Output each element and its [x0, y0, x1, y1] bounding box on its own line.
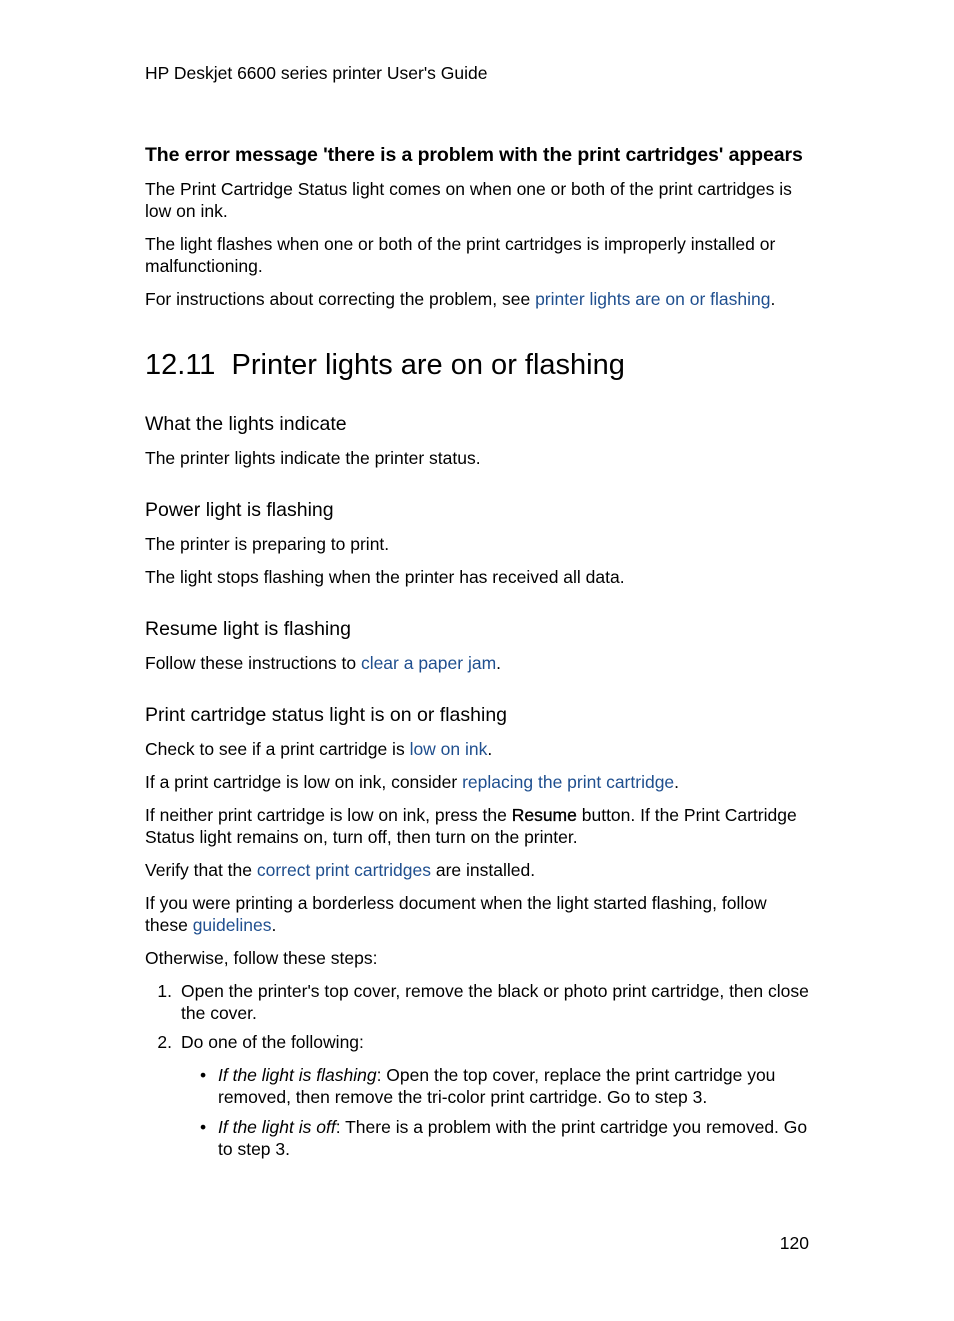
cartridge-p1-suffix: .	[487, 739, 493, 759]
resume-light-heading: Resume light is flashing	[145, 618, 351, 640]
resume-light-paragraph	[145, 652, 813, 674]
list-item	[200, 1064, 813, 1108]
error-p3-prefix: For instructions about correcting the problem, see	[145, 289, 536, 309]
printer-lights-link[interactable]: printer lights are on or flashing	[535, 289, 771, 309]
page-header: HP Deskjet 6600 series printer User's Guide	[145, 63, 488, 83]
list-item	[157, 1031, 813, 1053]
bullet-text: : Open the top cover, replace the print cartridge you removed, then remove the tri-color print cartridge. Go to step 3.	[218, 1065, 776, 1107]
clear-paper-jam-link[interactable]: clear a paper jam	[360, 653, 497, 673]
resume-p1-suffix: .	[496, 653, 502, 673]
list-item	[157, 980, 813, 1024]
chapter-title	[145, 348, 813, 382]
cartridge-p1-prefix: Check to see if a print cartridge is	[145, 739, 410, 759]
error-section-heading: The error message 'there is a problem with the print cartridges' appears	[145, 144, 803, 166]
step-text: Open the printer's top cover, remove the black or photo print cartridge, then close the cover.	[181, 981, 809, 1023]
cartridge-paragraph-4	[145, 859, 813, 881]
cartridge-paragraph-5	[145, 892, 813, 936]
power-light-paragraph-1: The printer is preparing to print.	[145, 534, 390, 554]
error-p3-suffix: .	[770, 289, 776, 309]
low-on-ink-link[interactable]: low on ink	[409, 739, 488, 759]
cartridge-p5-prefix: If you were printing a borderless document when the light started flashing, follow these	[145, 893, 767, 935]
bullet-label: If the light is flashing	[218, 1065, 377, 1085]
cartridge-p4-prefix: Verify that the	[145, 860, 257, 880]
bullet-mark: •	[200, 1117, 207, 1137]
cartridge-paragraph-2	[145, 771, 813, 793]
cartridge-paragraph-6: Otherwise, follow these steps:	[145, 948, 378, 968]
page-number: 120	[779, 1233, 809, 1253]
cartridge-p2-prefix: If a print cartridge is low on ink, consider	[145, 772, 463, 792]
error-paragraph-1: The Print Cartridge Status light comes on when one or both of the print cartridges is low on ink.	[145, 179, 792, 221]
what-lights-paragraph: The printer lights indicate the printer status.	[145, 448, 481, 468]
step-number: 2.	[157, 1032, 172, 1052]
step-text: Do one of the following:	[181, 1032, 364, 1052]
bullet-text: : There is a problem with the print cartridge you removed. Go to step 3.	[218, 1117, 808, 1159]
chapter-number: 12.11	[145, 349, 216, 381]
step-number: 1.	[157, 981, 172, 1001]
replacing-cartridge-link[interactable]: replacing the print cartridge	[462, 772, 675, 792]
list-item	[200, 1116, 813, 1160]
cartridge-paragraph-3	[145, 804, 813, 848]
error-paragraph-3	[145, 288, 813, 310]
cartridge-p5-suffix: .	[271, 915, 277, 935]
power-light-heading: Power light is flashing	[145, 499, 334, 521]
cartridge-paragraph-1	[145, 738, 813, 760]
cartridge-p4-suffix: are installed.	[430, 860, 536, 880]
guidelines-link[interactable]: guidelines	[192, 915, 272, 935]
bullet-mark: •	[200, 1065, 207, 1085]
chapter-title-text: Printer lights are on or flashing	[231, 349, 625, 381]
resume-button-label: Resume	[511, 805, 577, 825]
correct-cartridges-link[interactable]: correct print cartridges	[256, 860, 431, 880]
error-paragraph-2: The light flashes when one or both of the print cartridges is improperly installed or malfunctioning.	[145, 234, 776, 276]
cartridge-p3-prefix: If neither print cartridge is low on ink, press the	[145, 805, 512, 825]
resume-p1-prefix: Follow these instructions to	[145, 653, 361, 673]
what-lights-heading: What the lights indicate	[145, 413, 347, 435]
bullet-label: If the light is off	[218, 1117, 336, 1137]
cartridge-light-heading: Print cartridge status light is on or flashing	[145, 704, 508, 726]
cartridge-p2-suffix: .	[674, 772, 680, 792]
power-light-paragraph-2: The light stops flashing when the printer has received all data.	[145, 567, 625, 587]
cartridge-p3-suffix: button. If the Print Cartridge Status light remains on, turn off, then turn on the printer.	[145, 805, 797, 847]
